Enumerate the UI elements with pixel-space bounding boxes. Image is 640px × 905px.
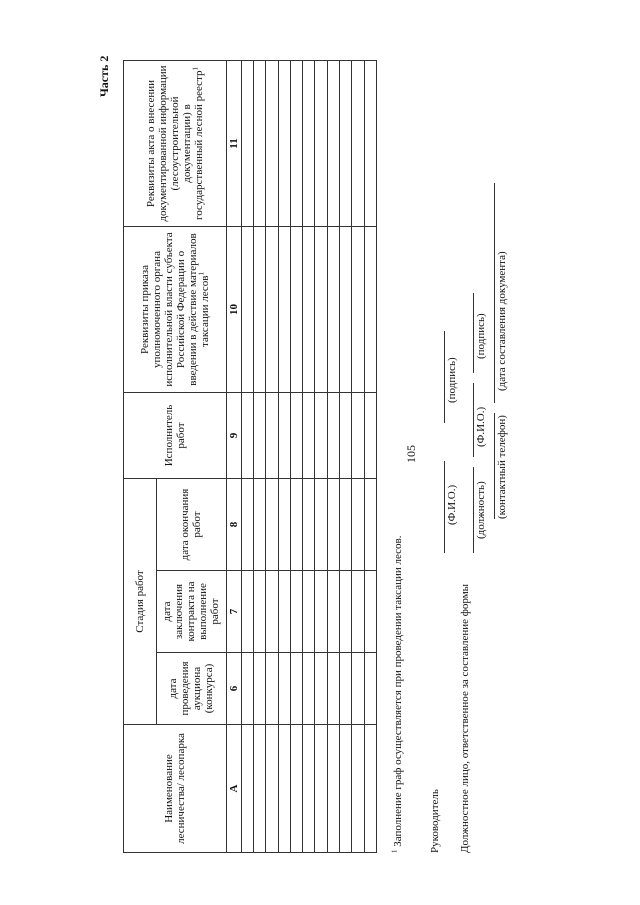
table-cell (364, 393, 376, 479)
empty-rows (241, 61, 376, 853)
table-cell (266, 227, 278, 393)
table-cell (278, 227, 290, 393)
table-row (254, 61, 266, 853)
table-cell (352, 393, 364, 479)
date-line (494, 183, 495, 403)
table-cell (241, 393, 253, 479)
table-cell (254, 571, 266, 653)
table-cell (278, 479, 290, 571)
header-order-details (124, 227, 227, 393)
position-caption: (должность) (475, 481, 487, 539)
head-name-line (444, 461, 445, 553)
table-cell (254, 61, 266, 227)
position-line (473, 467, 474, 553)
table-cell (315, 61, 327, 227)
footnote-ref: 1 (197, 272, 206, 276)
table-cell (254, 479, 266, 571)
table-cell (315, 479, 327, 571)
resp-sign-caption: (подпись) (475, 313, 487, 359)
footnote (392, 536, 404, 853)
table-cell (290, 393, 302, 479)
table-cell (352, 227, 364, 393)
table-row (278, 61, 290, 853)
table-cell (303, 227, 315, 393)
column-number-row (226, 61, 241, 853)
table-cell (303, 571, 315, 653)
table-cell (266, 393, 278, 479)
table-cell (364, 653, 376, 725)
header-auction-date: дата проведения аукциона (конкурса) (157, 653, 227, 725)
table-cell (315, 653, 327, 725)
table-cell (278, 725, 290, 853)
table-row (364, 61, 376, 853)
column-number: 9 (226, 393, 241, 479)
table-cell (340, 653, 352, 725)
table-cell (278, 393, 290, 479)
table-cell (364, 571, 376, 653)
table-row (315, 61, 327, 853)
table-cell (241, 61, 253, 227)
table-cell (364, 61, 376, 227)
table-cell (266, 61, 278, 227)
table-cell (315, 725, 327, 853)
header-contract-date: дата заключения контракта на выполнение работ (157, 571, 227, 653)
column-number: 7 (226, 571, 241, 653)
table-cell (254, 653, 266, 725)
header-act-details-text: Реквизиты акта о внесении документированной информации (лесоустроительной документации) в государственный лесной реестр (144, 65, 205, 222)
column-number: 8 (226, 479, 241, 571)
head-sign-line (444, 331, 445, 423)
page-number: 105 (404, 445, 418, 463)
header-order-details-text: Реквизиты приказа уполномоченного органа исполнительной власти субъекта Российской Федерации о введении в действие материалов таксации лесов (138, 232, 211, 387)
table-cell (266, 653, 278, 725)
table-cell (290, 571, 302, 653)
table-row (327, 61, 339, 853)
head-sign-caption: (подпись) (446, 357, 458, 403)
table-cell (364, 479, 376, 571)
table-cell (241, 653, 253, 725)
table-cell (364, 725, 376, 853)
table-cell (303, 653, 315, 725)
table-cell (352, 571, 364, 653)
header-end-date: дата окончания работ (157, 479, 227, 571)
responsible-label: Должностное лицо, ответственное за составление формы (459, 583, 471, 853)
table-cell (241, 571, 253, 653)
table-cell (254, 393, 266, 479)
table-cell (254, 227, 266, 393)
resp-name-caption: (Ф.И.О.) (475, 406, 487, 447)
table-cell (303, 61, 315, 227)
table-cell (254, 725, 266, 853)
phone-line (494, 413, 495, 519)
table-cell (340, 571, 352, 653)
date-caption: (дата составления документа) (496, 251, 508, 391)
table-row (352, 61, 364, 853)
header-work-stage: Стадия работ (124, 479, 157, 725)
table-cell (278, 653, 290, 725)
column-number: 6 (226, 653, 241, 725)
header-forestry-name: Наименование лесничества/ лесопарка (124, 725, 227, 853)
head-name-caption: (Ф.И.О.) (446, 484, 458, 525)
header-act-details (124, 61, 227, 227)
table-cell (340, 393, 352, 479)
table-cell (303, 393, 315, 479)
table-cell (352, 61, 364, 227)
table-row (241, 61, 253, 853)
table-cell (290, 479, 302, 571)
column-number: 11 (226, 61, 241, 227)
part-label: Часть 2 (97, 55, 111, 97)
footnote-text: Заполнение граф осуществляется при проведении таксации лесов. (392, 535, 404, 847)
footnote-ref: 1 (191, 67, 200, 71)
table-row (340, 61, 352, 853)
table-cell (340, 61, 352, 227)
column-number: А (226, 725, 241, 853)
table-cell (278, 571, 290, 653)
column-number: 10 (226, 227, 241, 393)
table-cell (278, 61, 290, 227)
table-cell (327, 725, 339, 853)
table-cell (364, 227, 376, 393)
table-row (290, 61, 302, 853)
table-cell (340, 227, 352, 393)
table-cell (327, 227, 339, 393)
header-row-1 (124, 61, 157, 853)
table-row (303, 61, 315, 853)
table-cell (303, 479, 315, 571)
table-cell (266, 571, 278, 653)
table-cell (327, 571, 339, 653)
phone-caption: (контактный телефон) (496, 415, 508, 519)
table-row (266, 61, 278, 853)
table-cell (241, 227, 253, 393)
report-table (123, 60, 377, 853)
table-cell (290, 61, 302, 227)
table-cell (290, 653, 302, 725)
table-cell (266, 725, 278, 853)
table-cell (327, 61, 339, 227)
table-cell (340, 725, 352, 853)
table-cell (352, 653, 364, 725)
table-cell (315, 393, 327, 479)
head-label: Руководитель (429, 789, 441, 853)
table-cell (352, 479, 364, 571)
table-cell (352, 725, 364, 853)
table-cell (241, 725, 253, 853)
table-cell (315, 571, 327, 653)
header-executor: Исполнитель работ (124, 393, 227, 479)
resp-name-line (473, 383, 474, 457)
table-cell (266, 479, 278, 571)
table-cell (327, 653, 339, 725)
table-cell (290, 725, 302, 853)
table-cell (241, 479, 253, 571)
table-cell (290, 227, 302, 393)
table-cell (327, 393, 339, 479)
table-cell (327, 479, 339, 571)
footnote-mark: 1 (390, 849, 399, 853)
table-cell (303, 725, 315, 853)
resp-sign-line (473, 293, 474, 373)
table-cell (340, 479, 352, 571)
table-cell (315, 227, 327, 393)
